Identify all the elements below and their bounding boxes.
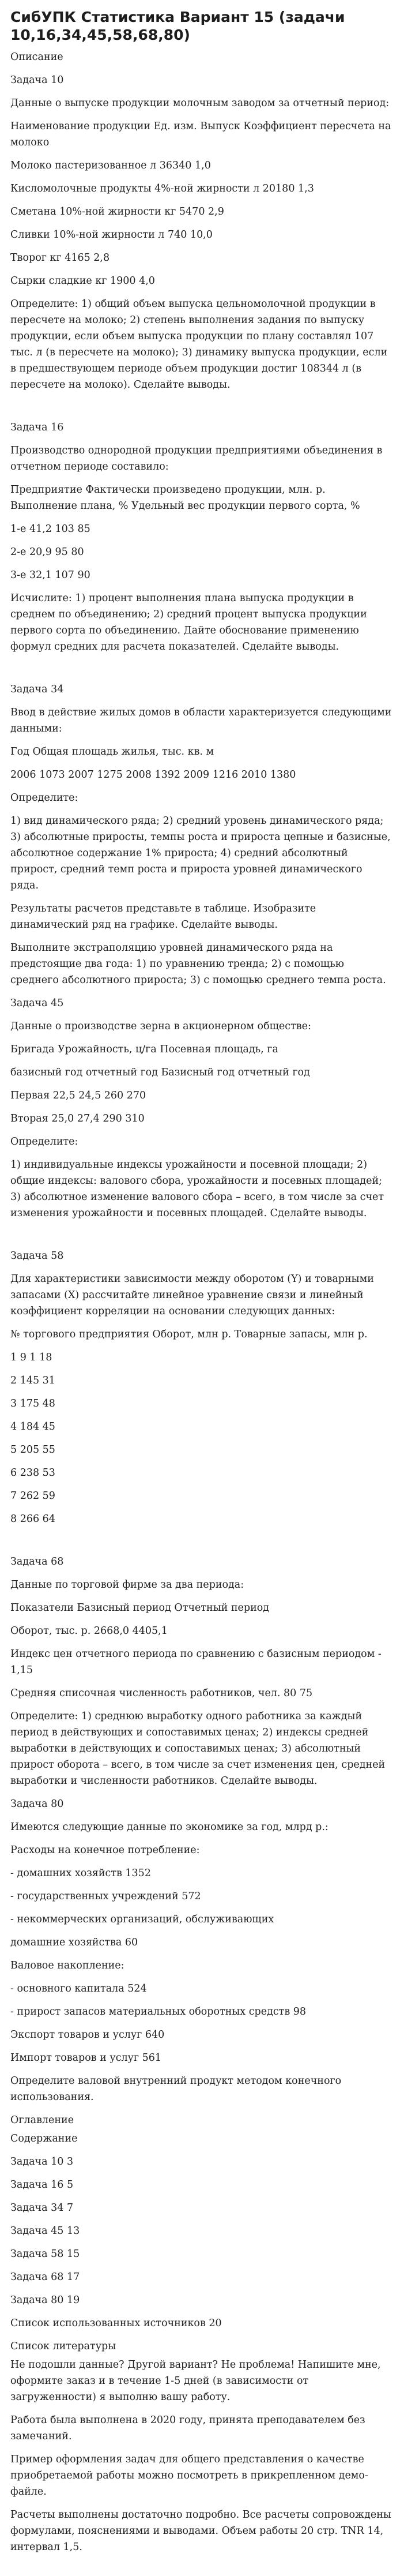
text-line: Пример оформления задач для общего представления о качестве приобретаемой работы можно посмотреть в прикрепленном демо-файле.: [10, 2453, 368, 2498]
text-line: 1-е 41,2 103 85: [10, 523, 90, 535]
text-line: 1) индивидуальные индексы урожайности и посевной площади; 2) общие индексы: валового сбора, урожайности и посевных площадей; 3) абсолютное изменение валового сбора – всего, в том числе за счет изменения урожайности и посевных площадей. Сделайте выводы.: [10, 1158, 384, 1219]
text-line: Задача 68 17: [10, 2271, 80, 2283]
text-line: Кисломолочные продукты 4%-ной жирности л 20180 1,3: [10, 182, 314, 194]
text-line: Импорт товаров и услуг 561: [10, 2052, 162, 2064]
document-title: СибУПК Статистика Вариант 15 (задачи 10,16,34,45,58,68,80): [10, 9, 345, 44]
text-line: Задача 80 19: [10, 2294, 80, 2306]
text-line: Задача 58: [10, 1250, 64, 1262]
text-line: Определите:: [10, 792, 78, 804]
text-line: Задача 16 5: [10, 2178, 74, 2191]
section-spacer: [10, 400, 394, 419]
text-line: Первая 22,5 24,5 260 270: [10, 1089, 146, 1101]
text-line: Валовое накопление:: [10, 1959, 124, 1971]
text-line: Работа была выполнена в 2020 году, принята преподавателем без замечаний.: [10, 2414, 365, 2442]
section-spacer: [10, 1228, 394, 1248]
text-line: Данные по торговой фирме за два периода:: [10, 1578, 244, 1591]
text-line: Наименование продукции Ед. изм. Выпуск Коэффициент пересчета на молоко: [10, 120, 391, 148]
text-line: 3 175 48: [10, 1397, 55, 1409]
text-line: - прирост запасов материальных оборотных средств 98: [10, 2005, 307, 2018]
text-line: Данные о выпуске продукции молочным заводом за отчетный период:: [10, 97, 390, 109]
section-spacer: [10, 1534, 394, 1554]
text-line: Творог кг 4165 2,8: [10, 252, 110, 264]
text-line: Задача 80: [10, 1798, 64, 1810]
text-line: 8 266 64: [10, 1513, 55, 1525]
text-line: - государственных учреждений 572: [10, 1890, 201, 1902]
document-body: [10, 49, 394, 2555]
text-line: Ввод в действие жилых домов в области характеризуется следующими данными:: [10, 706, 392, 734]
text-line: Оглавление: [10, 2114, 74, 2126]
text-line: Индекс цен отчетного периода по сравнению с базисным периодом - 1,15: [10, 1648, 382, 1676]
text-line: Показатели Базисный период Отчетный период: [10, 1602, 270, 1614]
text-line: Задача 16: [10, 421, 64, 433]
text-line: Экспорт товаров и услуг 640: [10, 2028, 165, 2041]
text-line: 4 184 45: [10, 1420, 55, 1433]
text-line: Задача 10 3: [10, 2155, 74, 2168]
text-line: Сливки 10%-ной жирности л 740 10,0: [10, 228, 213, 241]
text-line: Вторая 25,0 27,4 290 310: [10, 1112, 145, 1124]
text-line: Задача 58 15: [10, 2248, 80, 2260]
text-line: 2 145 31: [10, 1374, 55, 1386]
text-line: Результаты расчетов представьте в таблице. Изобразите динамический ряд на графике. Сделайте выводы.: [10, 902, 316, 931]
text-line: базисный год отчетный год Базисный год отчетный год: [10, 1066, 310, 1078]
text-line: Сырки сладкие кг 1900 4,0: [10, 275, 155, 287]
text-line: № торгового предприятия Оборот, млн р. Товарные запасы, млн р.: [10, 1328, 368, 1340]
text-line: 5 205 55: [10, 1443, 55, 1456]
text-line: Оборот, тыс. р. 2668,0 4405,1: [10, 1625, 168, 1637]
text-line: Предприятие Фактически произведено продукции, млн. р. Выполнение плана, % Удельный вес продукции первого сорта, %: [10, 483, 360, 512]
text-line: Для характеристики зависимости между оборотом (Y) и товарными запасами (X) рассчитайте линейное уравнение связи и линейный коэффициент корреляции на основании следующих данных:: [10, 1273, 374, 1317]
text-line: Выполните экстраполяцию уровней динамического ряда на предстоящие два года: 1) по уравнению тренда; 2) с помощью среднего абсолютного прироста; 3) с помощью среднего темпа роста.: [10, 942, 386, 986]
text-line: Имеются следующие данные по экономике за год, млрд р.:: [10, 1821, 329, 1833]
text-line: 7 262 59: [10, 1490, 55, 1502]
text-line: - основного капитала 524: [10, 1982, 147, 1994]
text-line: 3-е 32,1 107 90: [10, 569, 90, 581]
text-line: 2-е 20,9 95 80: [10, 546, 84, 558]
text-line: Задача 68: [10, 1555, 64, 1568]
text-line: Расчеты выполнены достаточно подробно. Все расчеты сопровождены формулами, пояснениями и выводами. Объем работы 20 стр. TNR 14, интервал 1,5.: [10, 2508, 391, 2553]
text-line: 6 238 53: [10, 1467, 55, 1479]
text-line: Определите валовой внутренний продукт методом конечного использования.: [10, 2075, 342, 2103]
text-line: Описание: [10, 51, 63, 63]
text-line: Задача 34: [10, 683, 64, 695]
text-line: 1 9 1 18: [10, 1351, 52, 1363]
text-line: домашние хозяйства 60: [10, 1936, 138, 1948]
text-line: Задача 10: [10, 74, 64, 86]
text-line: Молоко пастеризованное л 36340 1,0: [10, 159, 211, 171]
text-line: Бригада Урожайность, ц/га Посевная площадь, га: [10, 1043, 278, 1055]
text-line: Список литературы: [10, 2340, 116, 2352]
text-line: Данные о производстве зерна в акционерном обществе:: [10, 1020, 311, 1032]
text-line: Не подошли данные? Другой вариант? Не проблема! Напишите мне, оформите заказ и в течение 1-5 дней (в зависимости от загруженности) я выполню вашу работу.: [10, 2358, 381, 2403]
text-line: Расходы на конечное потребление:: [10, 1844, 200, 1856]
text-line: Задача 34 7: [10, 2202, 74, 2214]
text-line: Определите: 1) общий объем выпуска цельномолочной продукции в пересчете на молоко; 2) степень выполнения задания по выпуску продукции, если объем выпуска продукции по плану составлял 107 тыс. л (в пересчете на молоко); 3) динамику выпуска продукции, если в предшествующем периоде объем продукции достиг 108344 л (в пересчете на молоко). Сделайте выводы.: [10, 298, 388, 391]
text-line: Список использованных источников 20: [10, 2317, 222, 2329]
text-line: - домашних хозяйств 1352: [10, 1867, 151, 1879]
text-line: Исчислите: 1) процент выполнения плана выпуска продукции в среднем по объединению; 2) средний процент выпуска продукции первого сорта по объединению. Дайте обоснование применению формул средних для расчета показателей. Сделайте выводы.: [10, 592, 367, 653]
text-line: Определите: 1) среднюю выработку одного работника за каждый период в действующих и сопоставимых ценах; 2) индексы средней выработки в действующих и сопоставимых ценах; 3) абсолютный прирост оборота – всего, в том числе за счет изменения цен, средней выработки и численности работников. Сделайте выводы.: [10, 1710, 386, 1787]
text-line: Производство однородной продукции предприятиями объединения в отчетном периоде составило:: [10, 444, 383, 473]
text-line: - некоммерческих организаций, обслуживающих: [10, 1913, 274, 1925]
text-line: Сметана 10%-ной жирности кг 5470 2,9: [10, 205, 224, 218]
text-line: 1) вид динамического ряда; 2) средний уровень динамического ряда; 3) абсолютные приросты, темпы роста и прироста цепные и базисные, абсолютное содержание 1% прироста; 4) средний абсолютный прирост, средний темп роста и прироста уровней динамического ряда.: [10, 815, 391, 891]
text-line: 2006 1073 2007 1275 2008 1392 2009 1216 2010 1380: [10, 768, 296, 781]
text-line: Год Общая площадь жилья, тыс. кв. м: [10, 745, 214, 758]
text-line: Задача 45: [10, 997, 64, 1009]
section-spacer: [10, 662, 394, 681]
text-line: Содержание: [10, 2132, 78, 2144]
text-line: Средняя списочная численность работников, чел. 80 75: [10, 1687, 313, 1699]
text-line: Задача 45 13: [10, 2225, 80, 2237]
text-line: Определите:: [10, 1135, 78, 1148]
